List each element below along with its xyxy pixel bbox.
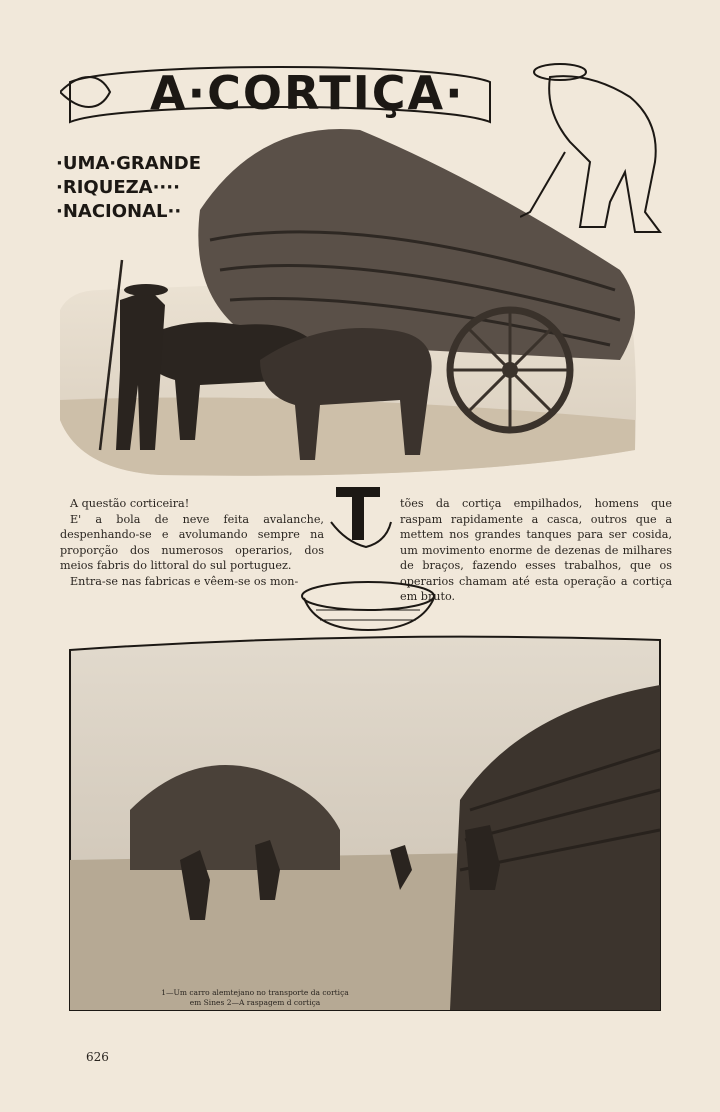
caption-line-2: em Sines 2—A raspagem d cortiça xyxy=(189,998,321,1007)
subtitle-line-2: ·RIQUEZA···· xyxy=(56,177,180,198)
paragraph: tões da cortiça empilhados, homens que raspam rapidamente a casca, outros que a mettem nos grandes tanques para ser cosida, um movimento enorme de dezenas de milhares de braços, fazendo esses trabalhos, que os operarios chamam até esta operação a cortiça em bruto. xyxy=(400,497,672,603)
text-column-1 xyxy=(60,496,324,589)
initial-ornament xyxy=(326,482,396,552)
subtitle-line-1: ·UMA·GRANDE xyxy=(56,153,202,174)
cork-scraping-yard-photo xyxy=(60,630,668,1018)
paragraph: E' a bola de neve feita avalanche, despenhando-se e avolumando sempre na proporção dos numerosos operarios, dos meios fabris do littoral do sul portuguez. xyxy=(60,512,324,572)
subtitle-line-3: ·NACIONAL·· xyxy=(56,201,182,222)
caption-line-1: 1—Um carro alemtejano no transporte da cortiça xyxy=(161,988,349,997)
paragraph: A questão corticeira! xyxy=(70,497,190,510)
basket-illustration xyxy=(296,570,446,634)
photo-caption xyxy=(140,988,370,1008)
page-title: A·CORTIÇA· xyxy=(150,66,465,120)
paragraph: Entra-se nas fabricas e vêem-se os mon- xyxy=(70,574,299,588)
page-number: 626 xyxy=(86,1050,109,1064)
cork-worker-illustration xyxy=(520,52,670,252)
